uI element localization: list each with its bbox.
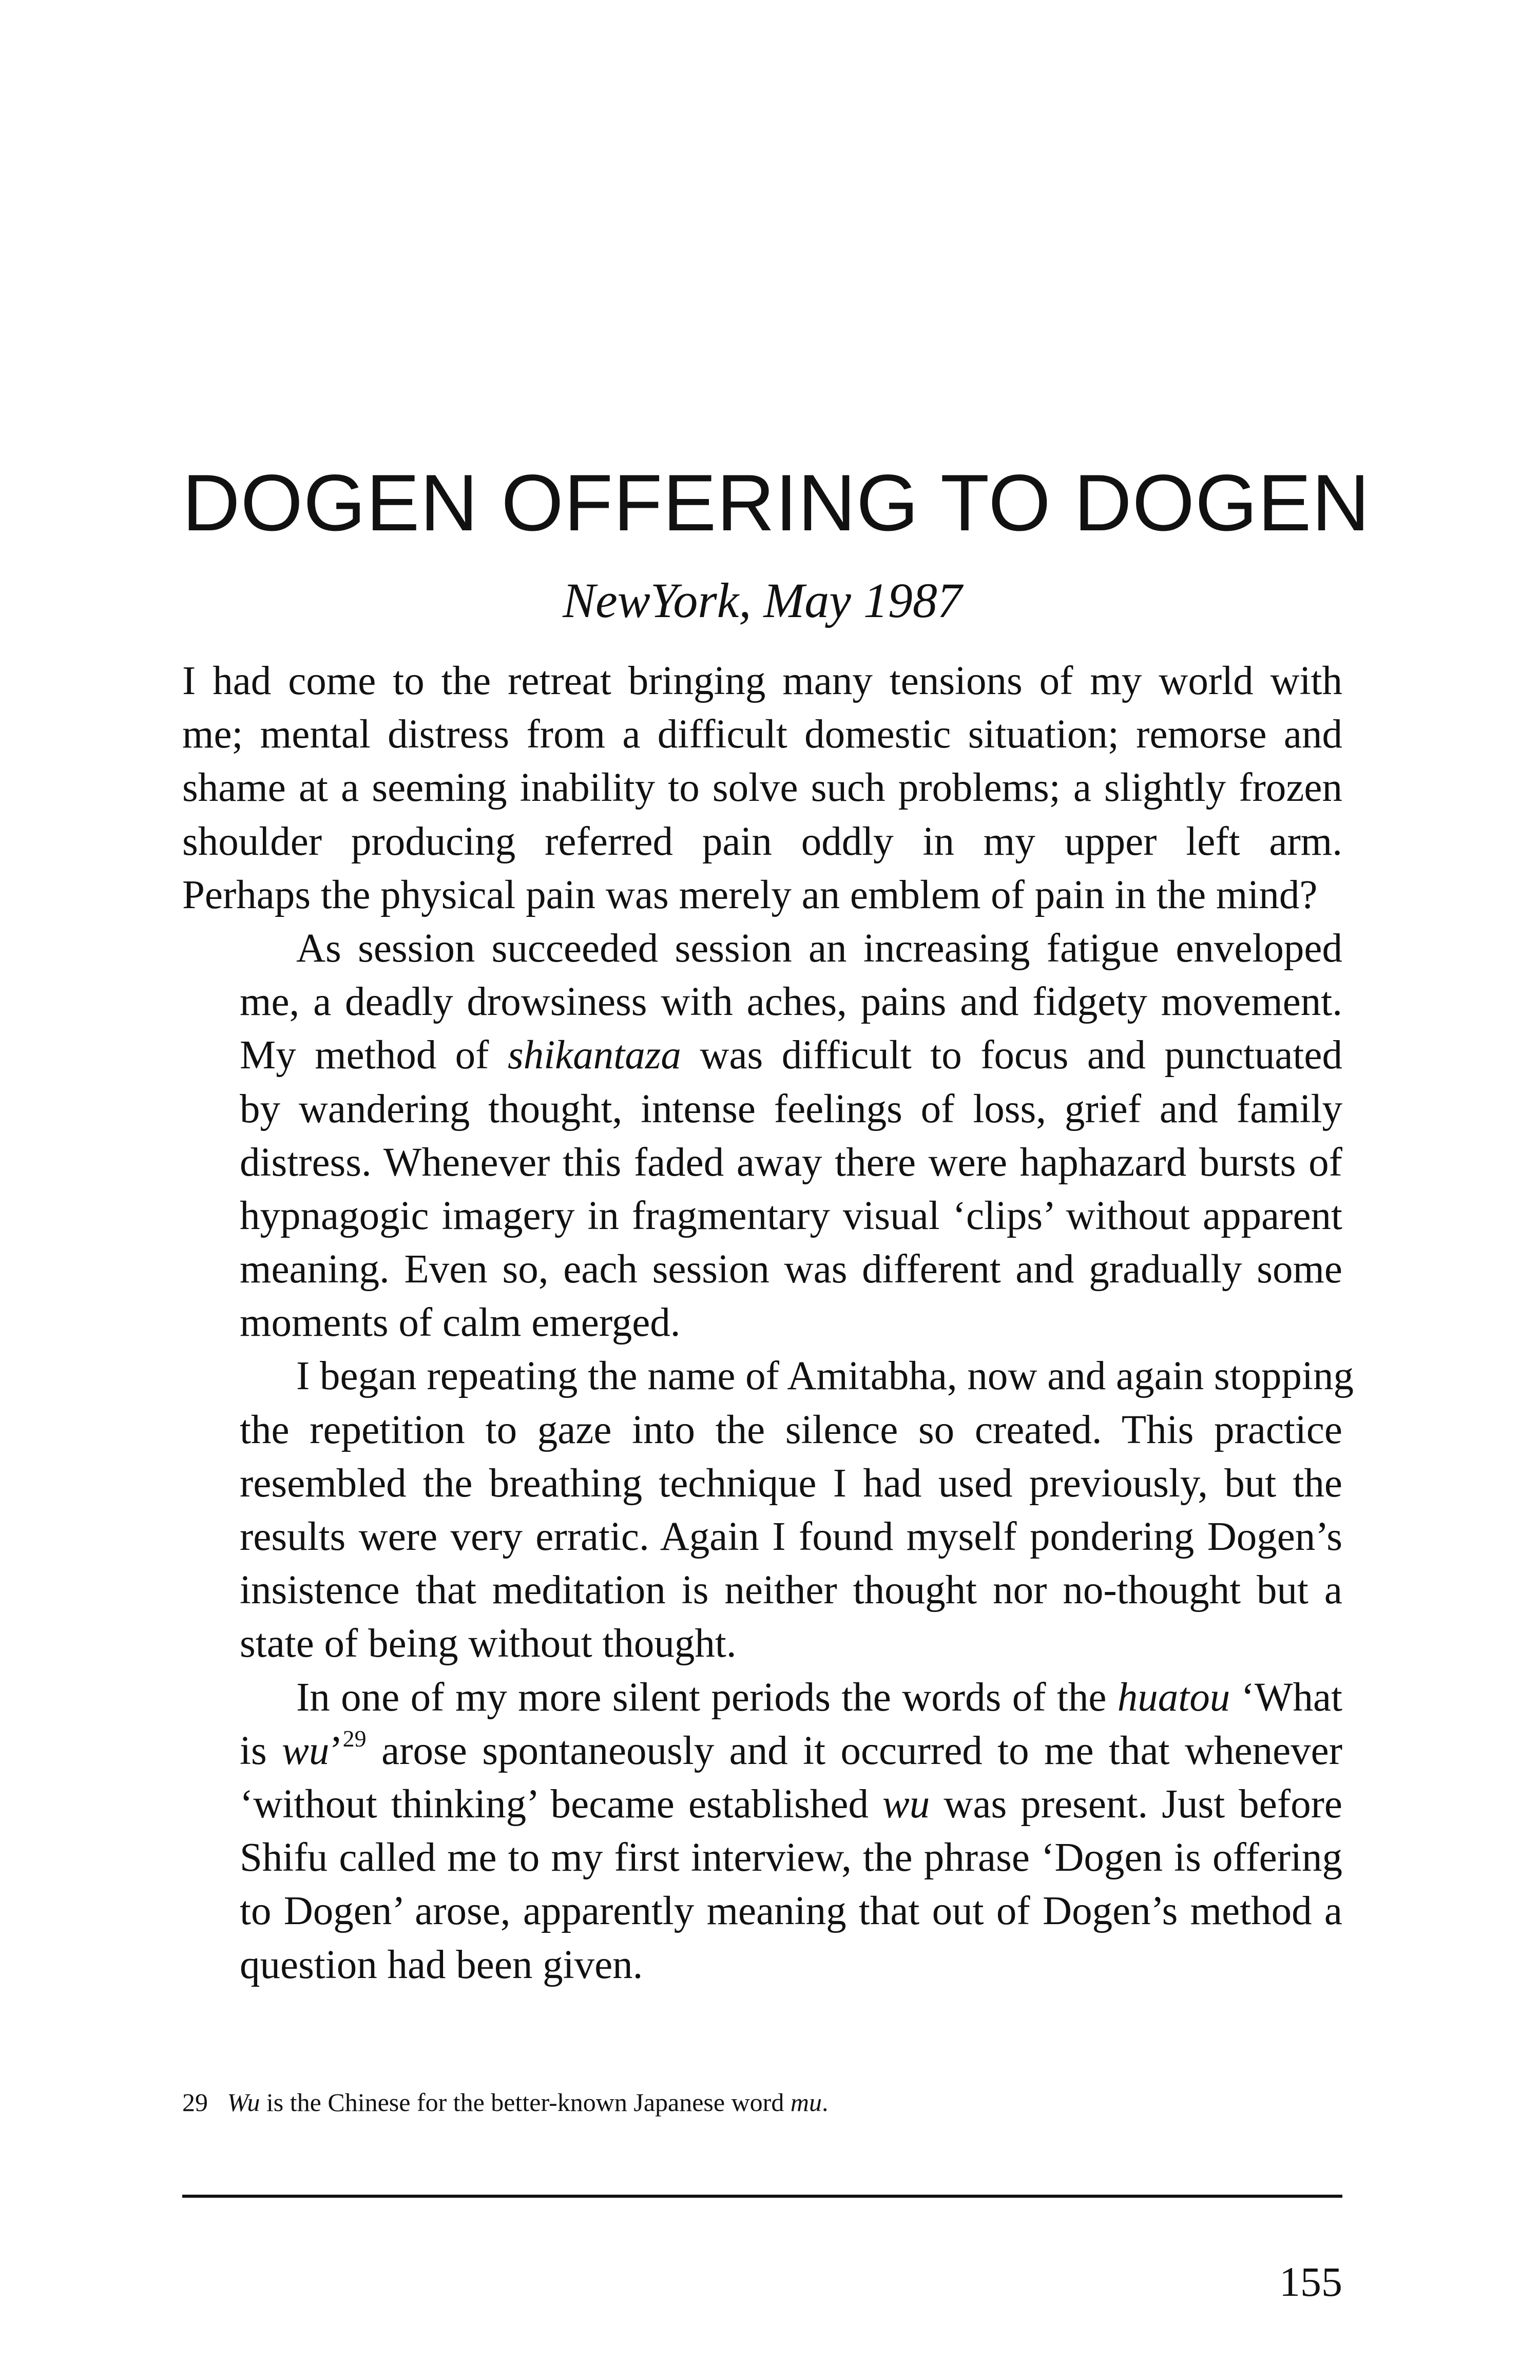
text-line: by wandering thought, intense feelings of loss, grief and family bbox=[240, 1086, 1342, 1131]
paragraph-4 bbox=[182, 1671, 1342, 1992]
text-line: resembled the breathing technique I had used previously, but the bbox=[240, 1461, 1342, 1506]
footnote-term: Wu bbox=[227, 2088, 260, 2117]
text-line: shame at a seeming inability to solve such problems; a slightly frozen bbox=[182, 765, 1342, 811]
page-number: 155 bbox=[1279, 2258, 1342, 2305]
text-line: moments of calm emerged. bbox=[240, 1300, 681, 1346]
text-line bbox=[182, 1724, 1342, 1778]
text-line: As session succeeded session an increasing fatigue enveloped bbox=[296, 926, 1342, 971]
text-line: I began repeating the name of Amitabha, now and again stopping bbox=[296, 1354, 1354, 1399]
text-line: meaning. Even so, each session was different and gradually some bbox=[240, 1247, 1342, 1292]
text-line: the repetition to gaze into the silence so created. This practice bbox=[240, 1407, 1342, 1452]
text-segment: ‘without thinking’ became established bbox=[240, 1781, 883, 1827]
footnote-marker[interactable]: 29 bbox=[342, 1725, 367, 1752]
text-line: insistence that meditation is neither thought nor no-thought but a bbox=[240, 1568, 1342, 1613]
body-text bbox=[182, 655, 1354, 1992]
text-line: state of being without thought. bbox=[240, 1621, 737, 1666]
italic-term: wu bbox=[882, 1781, 930, 1827]
text-line: me; mental distress from a difficult domestic situation; remorse and bbox=[182, 712, 1342, 757]
text-line: Shifu called me to my first interview, the phrase ‘Dogen is offering bbox=[240, 1835, 1342, 1880]
text-line: Perhaps the physical pain was merely an emblem of pain in the mind? bbox=[182, 872, 1318, 917]
footnote bbox=[182, 2084, 1342, 2120]
text-line bbox=[182, 1671, 1342, 1724]
italic-term: wu bbox=[282, 1728, 330, 1773]
paragraph-2 bbox=[182, 922, 1342, 1350]
text-line: hypnagogic imagery in fragmentary visual ‘clips’ without apparent bbox=[240, 1193, 1342, 1238]
footnote-end: . bbox=[821, 2088, 829, 2117]
text-line: shoulder producing referred pain oddly in my upper left arm. bbox=[182, 819, 1342, 864]
text-segment: was present. Just before bbox=[930, 1781, 1342, 1827]
text-segment: arose spontaneously and it occurred to me that whenever bbox=[366, 1728, 1342, 1773]
text-line: to Dogen’ arose, apparently meaning that out of Dogen’s method a bbox=[240, 1889, 1342, 1934]
text-line: distress. Whenever this faded away there were haphazard bursts of bbox=[240, 1140, 1342, 1185]
text-line: I had come to the retreat bringing many tensions of my world with bbox=[182, 659, 1342, 703]
italic-term: shikantaza bbox=[507, 1033, 681, 1078]
text-segment: In one of my more silent periods the words of the bbox=[296, 1675, 1118, 1720]
footer-rule bbox=[182, 2195, 1342, 2198]
text-segment: My method of bbox=[240, 1033, 508, 1078]
italic-term: huatou bbox=[1117, 1675, 1230, 1720]
text-line: me, a deadly drowsiness with aches, pains and fidgety movement. bbox=[240, 980, 1342, 1025]
book-page bbox=[182, 0, 1371, 2380]
paragraph-1 bbox=[182, 655, 1342, 922]
text-line bbox=[182, 1029, 1342, 1082]
text-segment: was difficult to focus and punctuated bbox=[681, 1033, 1342, 1078]
paragraph-3 bbox=[182, 1350, 1354, 1671]
text-segment: ‘What bbox=[1230, 1675, 1342, 1720]
footnote-number: 29 bbox=[182, 2088, 208, 2117]
text-segment: is bbox=[240, 1728, 282, 1773]
text-line: results were very erratic. Again I found myself pondering Dogen’s bbox=[240, 1514, 1342, 1559]
footnote-text: is the Chinese for the better-known Japanese word bbox=[260, 2088, 791, 2117]
chapter-title: DOGEN OFFERING TO DOGEN bbox=[182, 458, 1371, 548]
text-line bbox=[182, 1778, 1342, 1831]
text-segment: ’ bbox=[329, 1728, 343, 1773]
text-line: question had been given. bbox=[240, 1942, 643, 1987]
footnote-term-2: mu bbox=[790, 2088, 822, 2117]
dateline: NewYork, May 1987 bbox=[563, 573, 962, 628]
